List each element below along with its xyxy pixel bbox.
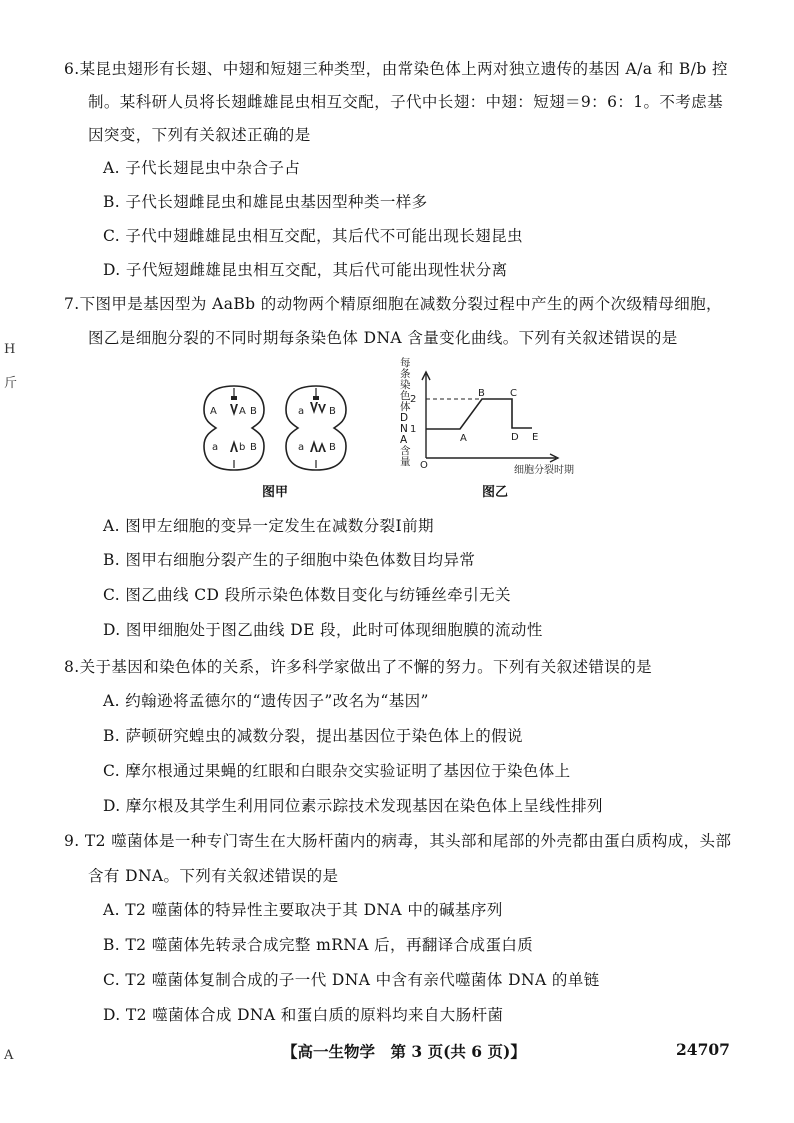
q6-option-a[interactable]: A. 子代长翅昆虫中杂合子占: [103, 159, 301, 177]
y-tick-2: 2: [410, 394, 417, 405]
margin-mark: A: [4, 1048, 14, 1063]
q9-option-d[interactable]: D. T2 噬菌体合成 DNA 和蛋白质的原料均来自大肠杆菌: [103, 1006, 504, 1024]
paper-code: 24707: [676, 1040, 730, 1059]
left-gene-label: A: [210, 406, 217, 417]
origin-label: O: [420, 460, 428, 471]
right-gene-label: B: [329, 442, 336, 453]
q6-stem-line-1: 6.某昆虫翅形有长翅、中翅和短翅三种类型，由常染色体上两对独立遗传的基因 A/a 和 B/b 控: [64, 60, 728, 78]
q6-option-c[interactable]: C. 子代中翅雌雄昆虫相互交配，其后代不可能出现长翅昆虫: [103, 227, 523, 245]
margin-mark: H: [4, 342, 16, 357]
figure-yi: [392, 356, 612, 478]
q8-option-b[interactable]: B. 萨顿研究蝗虫的减数分裂，提出基因位于染色体上的假说: [103, 727, 523, 745]
left-gene-label: A: [239, 406, 246, 417]
figure-yi-caption: 图乙: [482, 485, 509, 500]
q6-option-d[interactable]: D. 子代短翅雌雄昆虫相互交配，其后代可能出现性状分离: [103, 261, 508, 279]
right-gene-label: a: [298, 442, 305, 453]
q6-stem-line-3: 因突变，下列有关叙述正确的是: [88, 126, 311, 144]
q7-option-b[interactable]: B. 图甲右细胞分裂产生的子细胞中染色体数目均异常: [103, 551, 476, 569]
q8-option-a[interactable]: A. 约翰逊将孟德尔的“遗传因子”改名为“基因”: [103, 692, 429, 710]
left-gene-label: B: [250, 406, 257, 417]
q9-stem-line-1: 9. T2 噬菌体是一种专门寄生在大肠杆菌内的病毒，其头部和尾部的外壳都由蛋白质构成，头部: [64, 832, 732, 850]
point-label-b: B: [478, 388, 485, 399]
q7-stem-line-2: 图乙是细胞分裂的不同时期每条染色体 DNA 含量变化曲线。下列有关叙述错误的是: [88, 329, 678, 347]
left-gene-label: B: [250, 442, 257, 453]
q9-option-a[interactable]: A. T2 噬菌体的特异性主要取决于其 DNA 中的碱基序列: [103, 901, 503, 919]
left-gene-label: a: [212, 442, 219, 453]
page-footer: 【高一生物学 第 3 页(共 6 页)】: [282, 1042, 526, 1061]
q9-option-c[interactable]: C. T2 噬菌体复制合成的子一代 DNA 中含有亲代噬菌体 DNA 的单链: [103, 971, 600, 989]
y-tick-1: 1: [410, 424, 417, 435]
q8-option-c[interactable]: C. 摩尔根通过果蝇的红眼和白眼杂交实验证明了基因位于染色体上: [103, 762, 571, 780]
point-label-d: D: [511, 432, 519, 443]
q8-option-d[interactable]: D. 摩尔根及其学生利用同位素示踪技术发现基因在染色体上呈线性排列: [103, 797, 603, 815]
q7-stem-line-1: 7.下图甲是基因型为 AaBb 的动物两个精原细胞在减数分裂过程中产生的两个次级精母细胞，: [64, 295, 722, 313]
q6-stem-line-2: 制。某科研人员将长翅雌雄昆虫相互交配，子代中长翅：中翅：短翅＝9：6：1。不考虑基: [88, 93, 723, 111]
margin-mark: 斤: [4, 376, 18, 391]
point-label-a: A: [460, 433, 467, 444]
q7-option-c[interactable]: C. 图乙曲线 CD 段所示染色体数目变化与纺锤丝牵引无关: [103, 586, 511, 604]
q9-option-b[interactable]: B. T2 噬菌体先转录合成完整 mRNA 后，再翻译合成蛋白质: [103, 936, 534, 954]
point-label-c: C: [510, 388, 517, 399]
q7-option-d[interactable]: D. 图甲细胞处于图乙曲线 DE 段，此时可体现细胞膜的流动性: [103, 621, 543, 639]
figure-jia-caption: 图甲: [262, 485, 289, 500]
right-gene-label: a: [298, 406, 305, 417]
right-gene-label: B: [329, 406, 336, 417]
y-axis-label: 每条染色体DNA含量: [400, 357, 411, 468]
figure-jia: [196, 378, 364, 478]
left-gene-label: b: [239, 442, 246, 453]
q7-option-a[interactable]: A. 图甲左细胞的变异一定发生在减数分裂Ⅰ前期: [103, 517, 434, 535]
x-axis-label: 细胞分裂时期: [514, 465, 574, 476]
q8-stem-line-1: 8.关于基因和染色体的关系，许多科学家做出了不懈的努力。下列有关叙述错误的是: [64, 658, 652, 676]
q6-option-b[interactable]: B. 子代长翅雌昆虫和雄昆虫基因型种类一样多: [103, 193, 428, 211]
q9-stem-line-2: 含有 DNA。下列有关叙述错误的是: [88, 867, 339, 885]
point-label-e: E: [532, 432, 539, 443]
dna-content-curve: [426, 399, 532, 429]
